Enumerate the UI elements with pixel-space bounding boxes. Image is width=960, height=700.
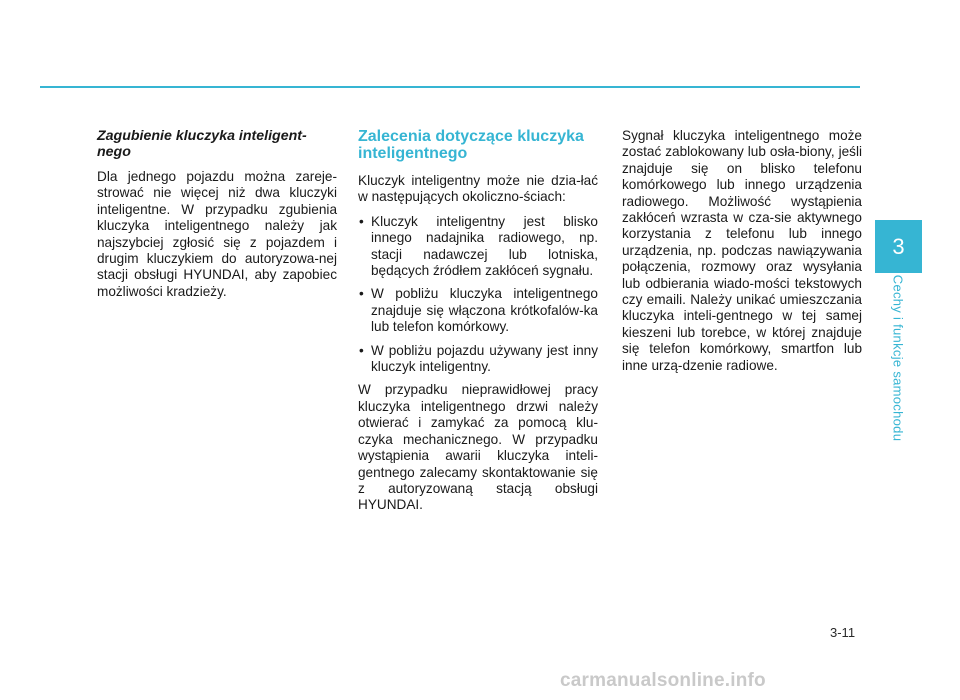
bullet-icon: •: [359, 286, 364, 302]
list-item-text: W pobliżu kluczyka inteligentnego znajduje się włączona krótkofalów-ka lub telefon komórkowy.: [371, 286, 598, 335]
chapter-number: 3: [892, 233, 905, 259]
column-left: [97, 128, 337, 308]
watermark: carmanualsonline.info: [560, 670, 766, 691]
list-item-text: Kluczyk inteligentny jest blisko innego nadajnika radiowego, np. stacji nadawczej lub lotniska, będących źródłem zakłóceń sygnału.: [371, 213, 598, 279]
header-rule: [40, 86, 860, 88]
lost-key-heading: Zagubienie kluczyka inteligent-nego: [97, 128, 307, 160]
recommendations-intro: Kluczyk inteligentny może nie dzia-łać w następujących okoliczno-ściach:: [358, 173, 598, 205]
chapter-tab: [875, 220, 922, 273]
bullet-icon: •: [359, 213, 364, 229]
list-item: [358, 286, 598, 335]
bullet-icon: •: [359, 342, 364, 358]
malfunction-paragraph: W przypadku nieprawidłowej pracy kluczyka inteligentnego drzwi należy otwierać i zamykać za pomocą klu-czyka mechanicznego. W przypadku wystąpienia awarii kluczyka inteli-gentnego zalecamy skontaktowanie się z autoryzowaną stacją obsługi HYUNDAI.: [358, 382, 598, 513]
lost-key-paragraph: Dla jednego pojazdu można zareje-strować nie więcej niż dwa kluczyki inteligentne. W przypadku zgubienia kluczyka inteligentnego należy jak najszybciej zgłosić się z pojazdem i drugim kluczykiem do autoryzowa-nej stacji obsługi HYUNDAI, aby zapobiec możliwości kradzieży.: [97, 169, 337, 299]
conditions-list: [358, 214, 598, 376]
list-item: [358, 343, 598, 376]
page-number: 3-11: [830, 625, 856, 640]
recommendations-heading: Zalecenia dotyczące kluczyka inteligentnego: [358, 128, 584, 162]
column-middle: [358, 128, 598, 522]
signal-interference-paragraph: Sygnał kluczyka inteligentnego może zostać zablokowany lub osła-biony, jeśli znajduje się on blisko telefonu komórkowego lub innego urządzenia radiowego. Możliwość wystąpienia zakłóceń wzrasta w cza-sie aktywnego korzystania z telefonu lub innego urządzenia, np. podczas nawiązywania połączenia, rozmowy oraz wysyłania lub odbierania wiado-mości tekstowych czy emaili. Należy unikać umieszczania kluczyka inteli-gentnego w tej samej kieszeni lub torebce, w której znajduje się telefon komórkowy, smartfon lub inne urzą-dzenie radiowe.: [622, 128, 862, 373]
list-item: [358, 214, 598, 280]
column-right: [622, 128, 862, 382]
list-item-text: W pobliżu pojazdu używany jest inny kluczyk inteligentny.: [371, 342, 598, 375]
chapter-title: Cechy i funkcje samochodu: [890, 274, 906, 442]
